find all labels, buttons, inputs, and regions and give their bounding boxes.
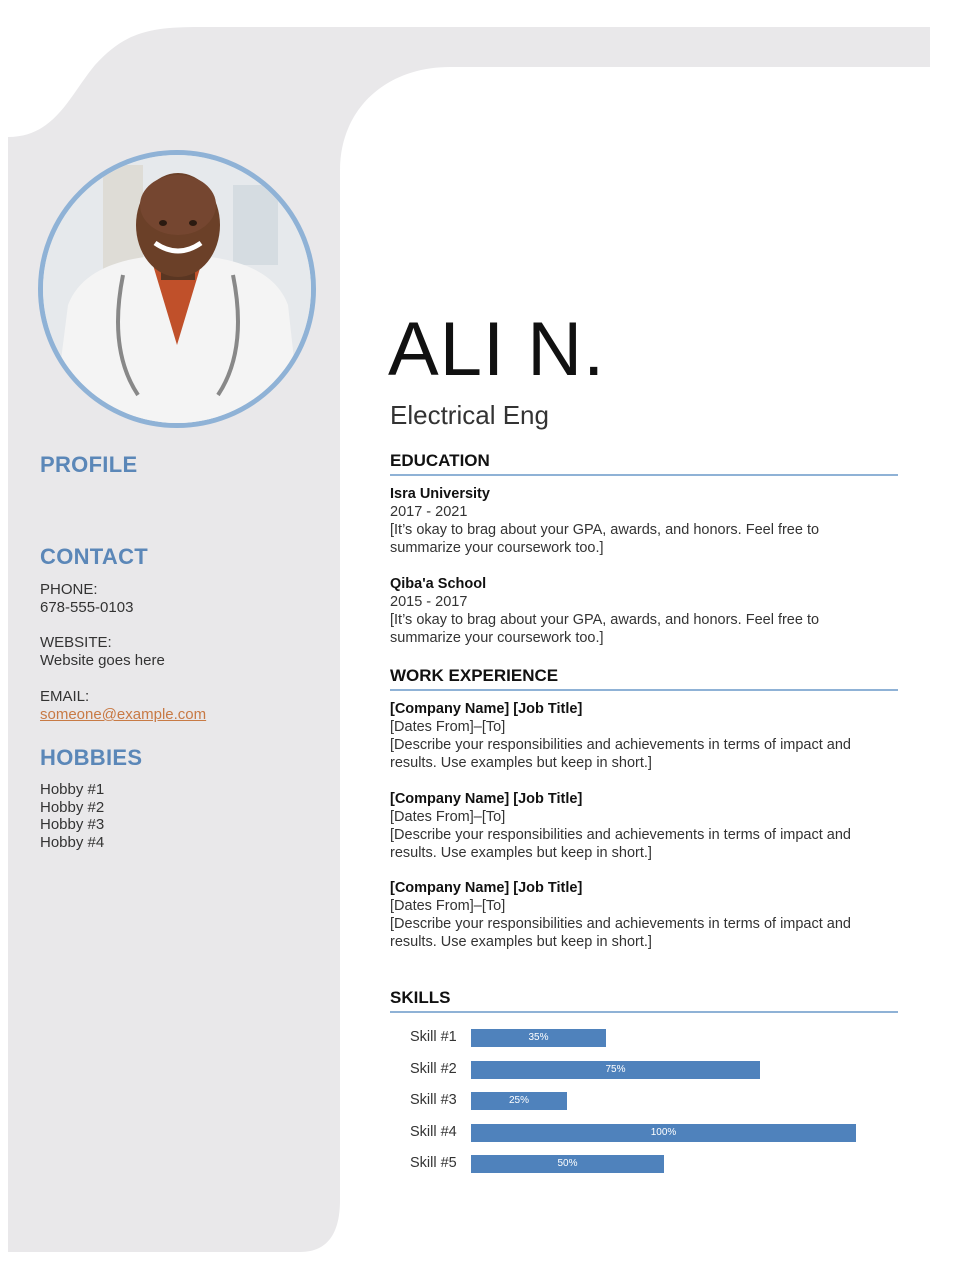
- job-desc: [Describe your responsibilities and achievements in terms of impact and results. Use examples but keep in short.]: [390, 737, 851, 771]
- skill-bar: 75%: [471, 1061, 760, 1079]
- education-desc: [It’s okay to brag about your GPA, awards, and honors. Feel free to summarize your coursework too.]: [390, 522, 820, 556]
- skill-bar: 25%: [471, 1092, 567, 1110]
- hobbies-heading: HOBBIES: [40, 745, 143, 770]
- job-dates: [Dates From]–[To]: [390, 809, 506, 825]
- school-name: Qiba'a School: [390, 576, 487, 592]
- email-link[interactable]: someone@example.com: [40, 706, 207, 723]
- phone-label: PHONE:: [40, 581, 98, 598]
- hobby-item: Hobby #4: [40, 834, 105, 851]
- skill-label: Skill #2: [410, 1061, 457, 1077]
- profile-heading: PROFILE: [40, 452, 138, 477]
- candidate-title: Electrical Eng: [390, 400, 549, 430]
- skill-label: Skill #3: [410, 1092, 457, 1108]
- job-desc: [Describe your responsibilities and achievements in terms of impact and results. Use examples but keep in short.]: [390, 827, 851, 861]
- education-entry: [390, 575, 890, 647]
- job-title: [Company Name] [Job Title]: [390, 701, 583, 717]
- education-heading: EDUCATION: [390, 451, 898, 476]
- hobby-item: Hobby #1: [40, 781, 105, 798]
- education-entry: [390, 485, 890, 557]
- contact-heading: CONTACT: [40, 544, 149, 569]
- skill-bar: 100%: [471, 1124, 856, 1142]
- school-name: Isra University: [390, 486, 490, 502]
- skill-bar: 35%: [471, 1029, 606, 1047]
- phone-value: 678-555-0103: [40, 599, 134, 616]
- job-dates: [Dates From]–[To]: [390, 719, 506, 735]
- job-title: [Company Name] [Job Title]: [390, 791, 583, 807]
- education-desc: [It’s okay to brag about your GPA, awards, and honors. Feel free to summarize your coursework too.]: [390, 612, 820, 646]
- education-dates: 2017 - 2021: [390, 504, 468, 520]
- hobby-item: Hobby #3: [40, 816, 105, 833]
- website-label: WEBSITE:: [40, 634, 112, 651]
- skill-label: Skill #1: [410, 1029, 457, 1045]
- candidate-name: ALI N.: [388, 307, 606, 392]
- doctor-portrait-image: [43, 155, 311, 423]
- hobby-item: Hobby #2: [40, 799, 105, 816]
- website-value: Website goes here: [40, 652, 165, 669]
- work-experience-heading: WORK EXPERIENCE: [390, 666, 898, 691]
- skill-label: Skill #4: [410, 1124, 457, 1140]
- job-desc: [Describe your responsibilities and achievements in terms of impact and results. Use examples but keep in short.]: [390, 916, 851, 950]
- skill-label: Skill #5: [410, 1155, 457, 1171]
- education-dates: 2015 - 2017: [390, 594, 468, 610]
- job-title: [Company Name] [Job Title]: [390, 880, 583, 896]
- profile-photo: [38, 150, 316, 428]
- job-dates: [Dates From]–[To]: [390, 898, 506, 914]
- skill-bar: 50%: [471, 1155, 664, 1173]
- skills-heading: SKILLS: [390, 988, 898, 1013]
- job-entry: [390, 790, 890, 862]
- job-entry: [390, 700, 890, 772]
- email-label: EMAIL:: [40, 688, 90, 705]
- job-entry: [390, 879, 890, 951]
